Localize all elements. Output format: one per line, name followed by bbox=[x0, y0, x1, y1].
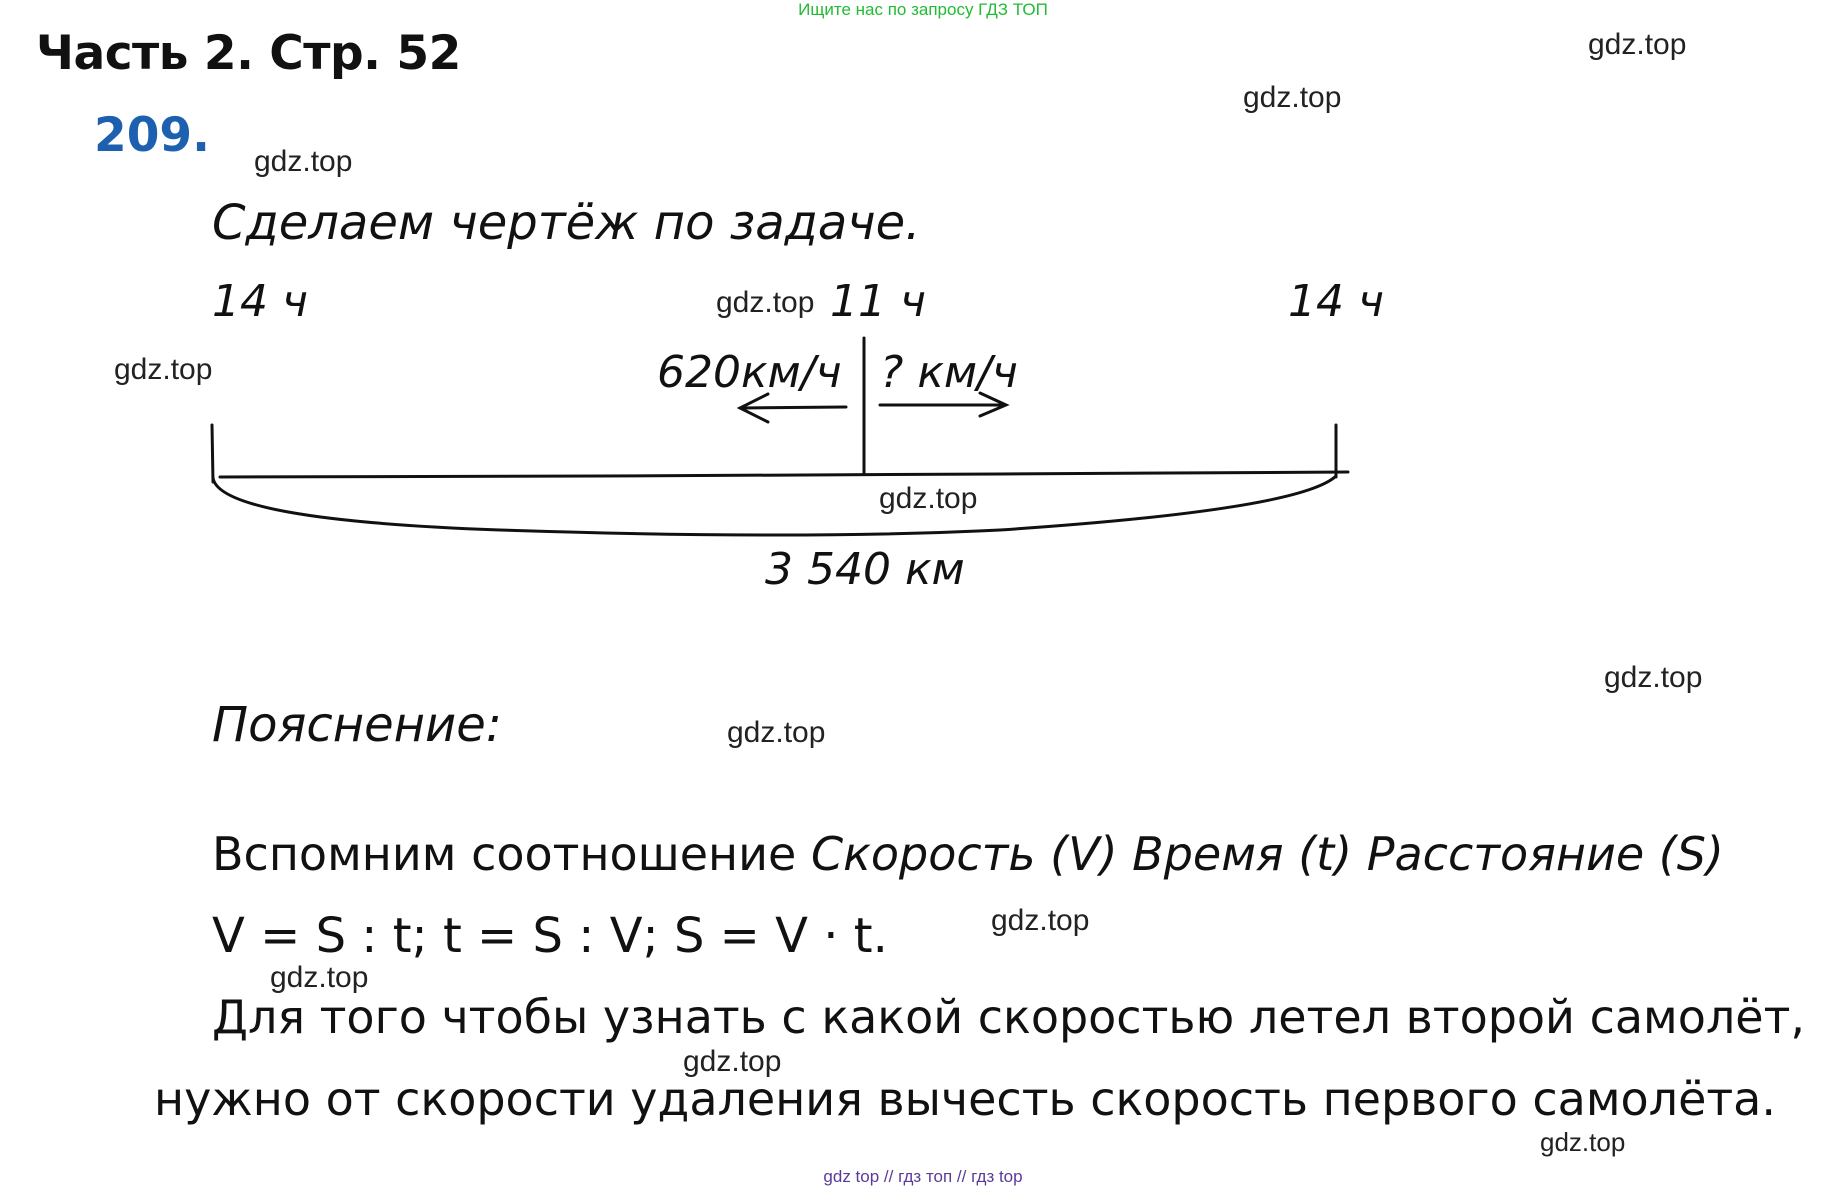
watermark: gdz.top bbox=[727, 716, 826, 749]
relation-prefix: Вспомним соотношение bbox=[212, 827, 797, 881]
right-speed-label: ? км/ч bbox=[880, 347, 1018, 398]
task-number: 209. bbox=[94, 108, 210, 163]
watermark: gdz.top bbox=[254, 145, 353, 178]
watermark: gdz.top bbox=[114, 353, 213, 386]
relation-line bbox=[212, 827, 1724, 881]
watermark: gdz.top bbox=[879, 482, 978, 515]
watermark: gdz.top bbox=[1540, 1127, 1626, 1157]
distance-brace bbox=[213, 476, 1336, 535]
watermark: gdz.top bbox=[1243, 81, 1342, 114]
watermark: gdz.top bbox=[1588, 28, 1687, 61]
left-speed-label: 620км/ч bbox=[657, 347, 842, 398]
top-banner: Ищите нас по запросу ГДЗ ТОП bbox=[798, 0, 1048, 19]
formulas-line: V = S : t; t = S : V; S = V · t. bbox=[212, 908, 888, 964]
watermark: gdz.top bbox=[716, 286, 815, 319]
page-title: Часть 2. Стр. 52 bbox=[36, 26, 461, 81]
watermark: gdz.top bbox=[1604, 661, 1703, 694]
route-line bbox=[220, 472, 1348, 477]
right-time-label: 14 ч bbox=[1288, 276, 1384, 327]
left-endpoint-tick bbox=[212, 425, 213, 482]
relation-terms: Скорость (V) Время (t) Расстояние (S) bbox=[810, 827, 1724, 881]
explanation-heading: Пояснение: bbox=[212, 697, 502, 753]
watermark: gdz.top bbox=[683, 1045, 782, 1078]
left-arrow-shaft bbox=[742, 407, 846, 408]
left-time-label: 14 ч bbox=[212, 276, 308, 327]
footer-links: gdz top // гдз топ // гдз top bbox=[823, 1167, 1023, 1186]
watermark: gdz.top bbox=[991, 904, 1090, 937]
paragraph-line-2: нужно от скорости удаления вычесть скорость первого самолёта. bbox=[154, 1072, 1776, 1126]
distance-label: 3 540 км bbox=[765, 544, 965, 595]
watermark: gdz.top bbox=[270, 961, 369, 994]
paragraph-line-1: Для того чтобы узнать с какой скоростью летел второй самолёт, bbox=[212, 990, 1806, 1044]
intro-text: Сделаем чертёж по задаче. bbox=[212, 195, 921, 251]
middle-time-label: 11 ч bbox=[830, 276, 926, 327]
